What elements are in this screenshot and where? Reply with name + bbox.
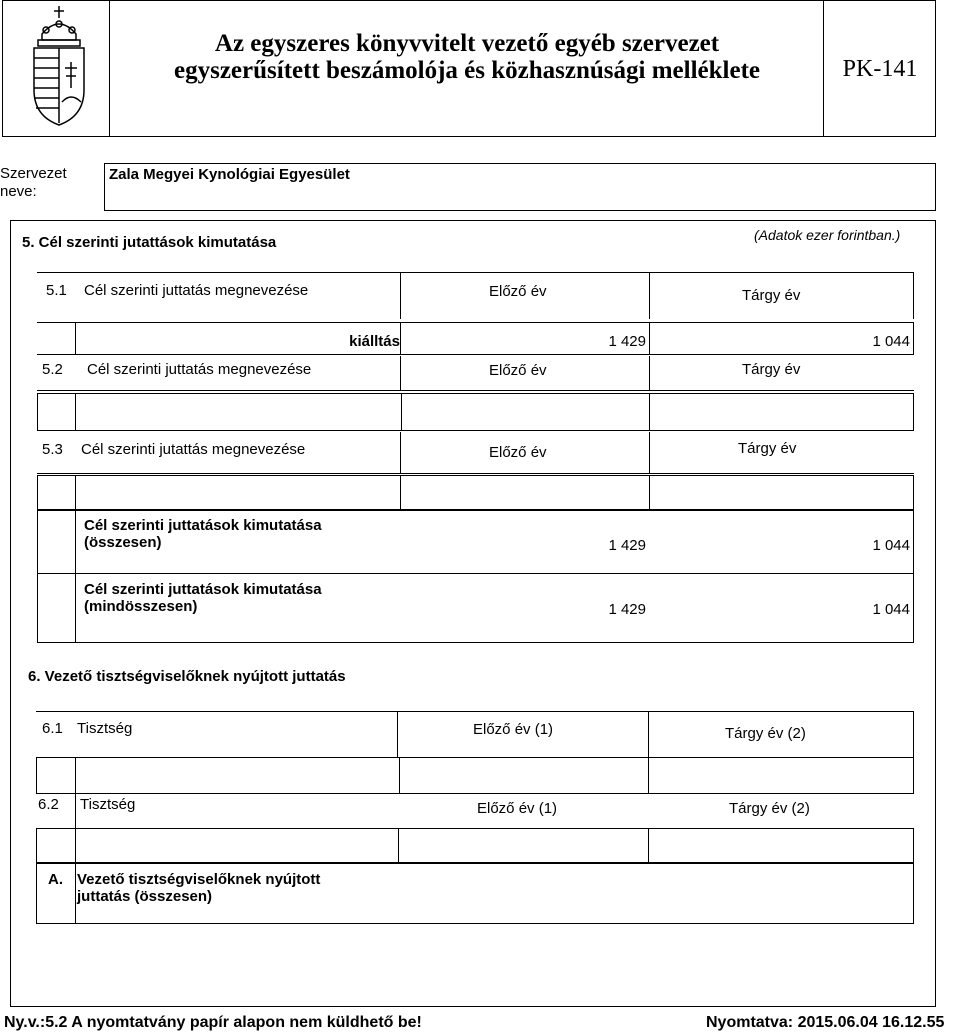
row-5-1-label: Cél szerinti juttatás megnevezése [84, 282, 309, 299]
row-6-1-curr-header: Tárgy év (2) [725, 725, 806, 742]
footer-note: Ny.v.:5.2 A nyomtatvány papír alapon nem küldhető be! [4, 1014, 422, 1031]
row-5-3-num: 5.3 [42, 441, 63, 458]
section6-total-label [77, 871, 320, 905]
section6-total-label-line2: juttatás (összesen) [77, 888, 213, 905]
form-code: PK-141 [842, 56, 918, 82]
section5-grand-total-label-line2: (mindösszesen) [84, 598, 198, 615]
row-5-1-item-curr: 1 044 [872, 333, 910, 350]
section5-grand-total-label [84, 581, 322, 615]
row-5-2-label: Cél szerinti juttatás megnevezése [87, 361, 312, 378]
row-5-1-curr-header: Tárgy év [742, 287, 801, 304]
section5-grand-total-curr: 1 044 [872, 601, 910, 618]
coat-of-arms-icon [24, 4, 94, 128]
form-title-line2: egyszerűsített beszámolója és közhasznúsági melléklete [174, 57, 760, 84]
row-6-1-data [36, 757, 914, 794]
row-6-1-num: 6.1 [42, 720, 63, 737]
row-6-2-prev-header: Előző év (1) [477, 800, 558, 817]
form-title [112, 30, 822, 84]
section5-total-prev: 1 429 [608, 537, 646, 554]
section6-total-num: A. [48, 871, 63, 888]
units-note: (Adatok ezer forintban.) [754, 227, 901, 243]
row-6-2-label: Tisztség [80, 796, 136, 813]
org-label-line2: neve: [0, 183, 37, 200]
section5-total-label-line1: Cél szerinti juttatások kimutatása [84, 517, 322, 534]
row-5-2-num: 5.2 [42, 361, 63, 378]
section6-title: 6. Vezető tisztségviselőknek nyújtott juttatás [28, 668, 346, 685]
section5-title: 5. Cél szerinti jutattások kimutatása [22, 234, 277, 251]
section5-grand-total-prev: 1 429 [608, 601, 646, 618]
print-date: Nyomtatva: 2015.06.04 16.12.55 [706, 1014, 945, 1031]
section5-total-curr: 1 044 [872, 537, 910, 554]
section5-grand-total-label-line1: Cél szerinti juttatások kimutatása [84, 581, 322, 598]
row-6-2-data [36, 828, 914, 863]
row-5-1-item-prev: 1 429 [608, 333, 646, 350]
section5-total-label-line2: (összesen) [84, 534, 162, 551]
row-5-2-curr-header: Tárgy év [742, 361, 801, 378]
section5-total-label [84, 517, 322, 551]
row-5-3-data [37, 475, 914, 510]
section6-total-label-line1: Vezető tisztségviselőknek nyújtott [77, 871, 321, 888]
row-5-2-data [37, 393, 914, 431]
row-6-1-prev-header: Előző év (1) [473, 721, 554, 738]
row-5-1-item: kiálltás [349, 333, 400, 350]
row-5-3-label: Cél szerinti jutattás megnevezése [81, 441, 306, 458]
org-label-line1: Szervezet [0, 165, 67, 182]
org-name: Zala Megyei Kynológiai Egyesület [109, 166, 350, 183]
row-5-1-num: 5.1 [46, 282, 67, 299]
form-title-line1: Az egyszeres könyvvitelt vezető egyéb szervezet [214, 30, 720, 57]
row-5-3-curr-header: Tárgy év [738, 440, 797, 457]
org-label [0, 165, 67, 201]
row-5-1-prev-header: Előző év [489, 283, 547, 300]
row-5-2-prev-header: Előző év [489, 362, 547, 379]
row-6-2-num: 6.2 [38, 796, 59, 813]
row-5-3-prev-header: Előző év [489, 444, 547, 461]
row-6-2-curr-header: Tárgy év (2) [729, 800, 810, 817]
row-6-1-label: Tisztség [77, 720, 133, 737]
